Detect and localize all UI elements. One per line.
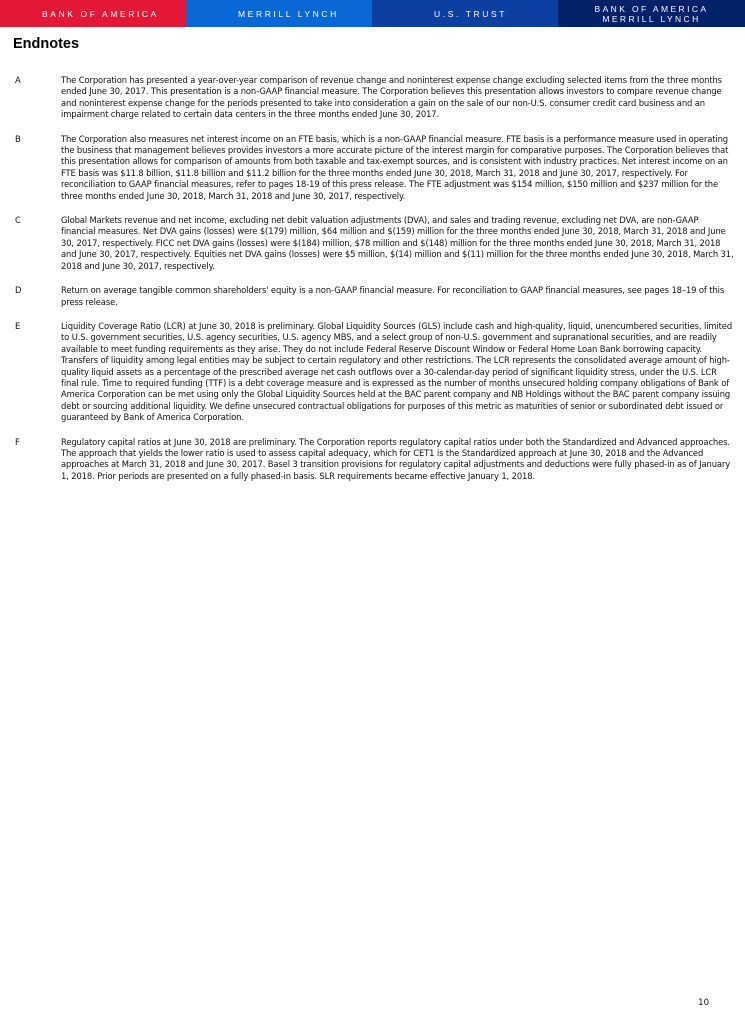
endnote-b bbox=[0, 134, 745, 202]
endnotes-list bbox=[0, 75, 745, 495]
brand-band-label: U.S. TRUST bbox=[434, 8, 508, 19]
endnote-letter: B bbox=[15, 133, 21, 144]
endnote-e bbox=[0, 321, 745, 424]
endnote-d bbox=[0, 285, 745, 308]
endnote-letter: F bbox=[15, 436, 20, 447]
brand-logo-line2: MERRILL LYNCH bbox=[602, 13, 701, 24]
endnote-text: Return on average tangible common shareholders' equity is a non-GAAP financial measure. For reconciliation to GAAP financial measures, see pages 18–19 of this press release. bbox=[61, 285, 725, 307]
endnote-text: Global Markets revenue and net income, excluding net debit valuation adjustments (DVA), and sales and trading revenue, excluding net DVA, are non-GAAP financial measures. Net DVA gains (losses) were $(179) million, $64 million and $(159) million for the three months ended June 30, 2018, March 31, 2018 and June 30, 2017, respectively. FICC net DVA gains (losses) were $(184) million, $78 million and $(148) million for the three months ended June 30, 2018, March 31, 2018 and June 30, 2017, respectively. Equities net DVA gains (losses) were $5 million, $(14) million and $(11) million for the three months ended June 30, 2018, March 31, 2018 and June 30, 2017, respectively. bbox=[61, 215, 734, 271]
brand-band-label: MERRILL LYNCH bbox=[238, 8, 339, 19]
brand-band-merrill-lynch bbox=[186, 0, 372, 27]
brand-banner bbox=[0, 0, 745, 27]
endnote-f bbox=[0, 437, 745, 483]
endnote-text: Liquidity Coverage Ratio (LCR) at June 30, 2018 is preliminary. Global Liquidity Sources (GLS) include cash and high-quality, liquid, unencumbered securities, limited to U.S. government securities, U.S. agency securities, U.S. agency MBS, and a select group of non-U.S. government and supranational securities, and are readily available to meet funding requirements as they arise. They do not include Federal Reserve Discount Window or Federal Home Loan Bank borrowing capacity. Transfers of liquidity among legal entities may be subject to certain regulatory and other restrictions. The LCR represents the consolidated average amount of high-quality liquid assets as a percentage of the prescribed average net cash outflows over a 30-calendar-day period of significant liquidity stress, under the U.S. LCR final rule. Time to required funding (TTF) is a debt coverage measure and is expressed as the number of months unsecured holding company obligations of Bank of America Corporation can be met using only the Global Liquidity Sources held at the BAC parent company and NB Holdings without the BAC parent company issuing debt or sourcing additional liquidity. We define unsecured contractual obligations for purposes of this metric as maturities of senior or subordinated debt issued or guaranteed by Bank of America Corporation. bbox=[61, 320, 733, 423]
endnote-c bbox=[0, 215, 745, 272]
endnote-text: The Corporation also measures net interest income on an FTE basis, which is a non-GAAP financial measure. FTE basis is a performance measure used in operating the business that management believes provides investors a more accurate picture of the interest margin for comparative purposes. The Corporation believes that this presentation allows for comparison of amounts from both taxable and tax-exempt sources, and is consistent with industry practices. Net interest income on an FTE basis was $11.8 billion, $11.8 billion and $11.2 billion for the three months ended June 30, 2018, March 31, 2018 and June 30, 2017, respectively. For reconciliation to GAAP financial measures, refer to pages 18-19 of this press release. The FTE adjustment was $154 million, $150 million and $237 million for the three months ended June 30, 2018, March 31, 2018 and June 30, 2017, respectively. bbox=[61, 133, 729, 201]
endnote-a bbox=[0, 75, 745, 121]
page-title: Endnotes bbox=[13, 36, 80, 52]
endnote-text: Regulatory capital ratios at June 30, 2018 are preliminary. The Corporation reports regulatory capital ratios under both the Standardized and Advanced approaches. The approach that yields the lower ratio is used to assess capital adequacy, which for CET1 is the Standardized approach at June 30, 2018 and the Advanced approaches at March 31, 2018 and June 30, 2017. Basel 3 transition provisions for regulatory capital adjustments and deductions were fully phased-in as of January 1, 2018. Prior periods are presented on a fully phased-in basis. SLR requirements became effective January 1, 2018. bbox=[61, 436, 731, 481]
endnote-text: The Corporation has presented a year-over-year comparison of revenue change and noninterest expense change excluding selected items from the three months ended June 30, 2017. This presentation is a non-GAAP financial measure. The Corporation believes this presentation allows investors to compare revenue change and noninterest expense change for the periods presented to take into consideration a gain on the sale of our non-U.S. consumer credit card business and an impairment charge related to certain data centers in the three months ended June 30, 2017. bbox=[61, 75, 722, 120]
endnote-letter: E bbox=[15, 320, 21, 331]
page-number: 10 bbox=[698, 998, 709, 1008]
brand-band-label: BANK OF AMERICA bbox=[42, 8, 159, 19]
endnote-letter: C bbox=[15, 215, 21, 226]
brand-band-us-trust bbox=[372, 0, 558, 27]
endnote-letter: D bbox=[15, 285, 22, 296]
brand-band-bank-of-america bbox=[0, 0, 186, 27]
brand-logo bbox=[558, 0, 745, 27]
endnote-letter: A bbox=[15, 75, 21, 85]
brand-logo-line1: BANK OF AMERICA bbox=[594, 3, 709, 14]
